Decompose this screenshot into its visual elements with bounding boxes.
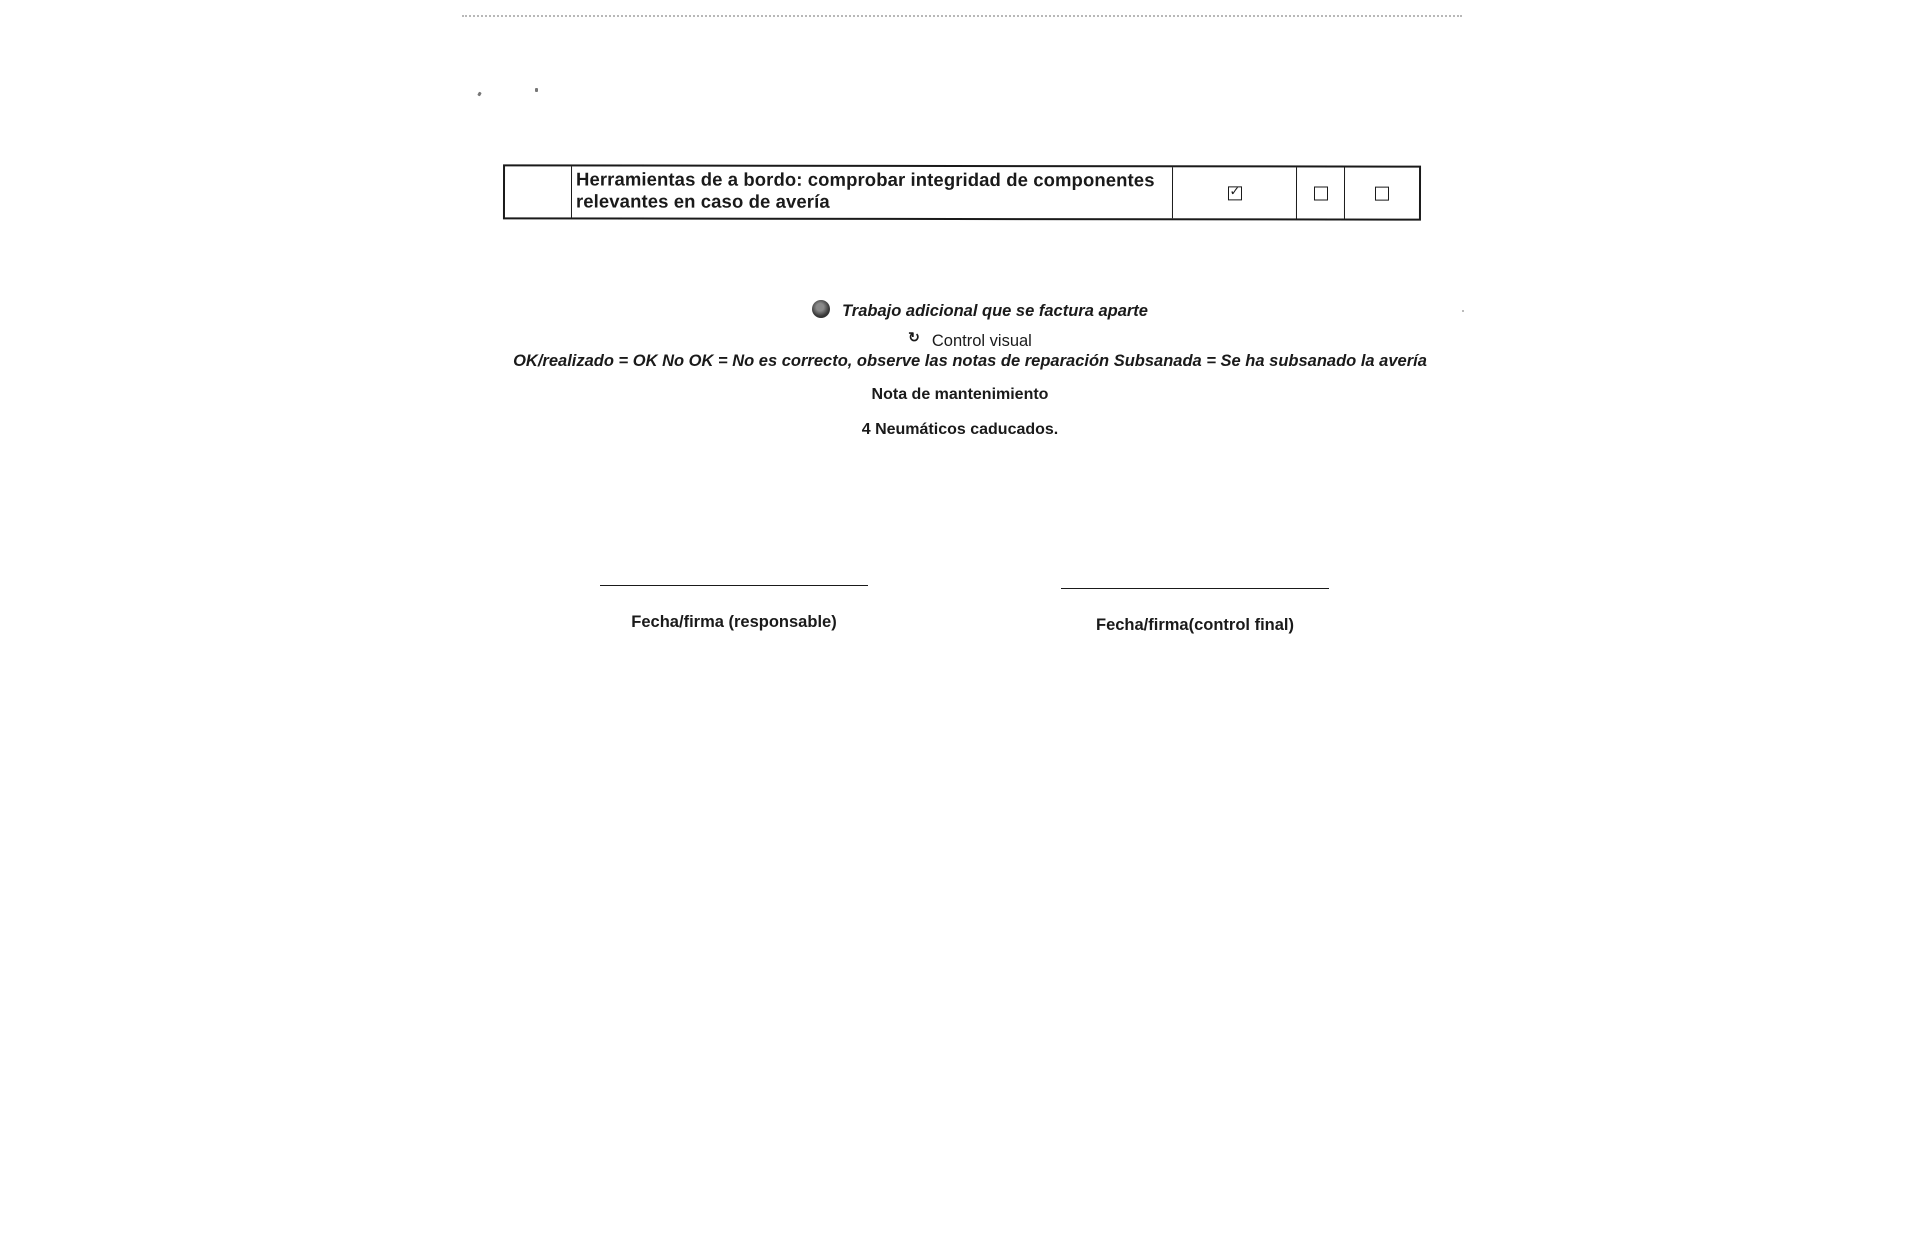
legend-extra-work-text: Trabajo adicional que se factura aparte — [842, 302, 1148, 320]
item-number-cell — [505, 166, 572, 217]
subsanada-column-cell — [1345, 168, 1419, 219]
ok-checkbox[interactable] — [1227, 182, 1241, 200]
item-description-cell — [572, 166, 1173, 218]
ok-column-cell — [1173, 167, 1297, 218]
top-scan-rule — [462, 15, 1462, 17]
legend-status-key: OK/realizado = OK No OK = No es correcto, observe las notas de reparación Subsanada = Se ha subsanado la avería — [513, 352, 1427, 370]
no-ok-checkbox[interactable] — [1313, 186, 1327, 200]
subsanada-checkbox[interactable] — [1375, 186, 1389, 200]
checked-box-icon: ✓ — [1229, 182, 1241, 198]
scan-speck — [477, 92, 482, 97]
legend-visual-check-text: Control visual — [931, 332, 1032, 350]
checklist-table — [503, 164, 1421, 220]
no-ok-column-cell — [1297, 167, 1345, 218]
item-description-line-2: relevantes en caso de avería — [575, 190, 830, 212]
scan-speck — [535, 88, 538, 92]
shaded-circle-icon — [812, 300, 830, 318]
item-description — [576, 168, 1155, 213]
maintenance-note: 4 Neumáticos caducados. — [861, 421, 1059, 438]
responsible-signature-line — [600, 585, 868, 586]
responsible-signature-label: Fecha/firma (responsable) — [631, 613, 837, 631]
eye-check-icon: ↻ — [908, 329, 920, 345]
final-control-signature-label: Fecha/firma(control final) — [1095, 616, 1295, 634]
final-control-signature-line — [1061, 588, 1329, 589]
legend-extra-work — [0, 300, 1920, 321]
legend-visual-check — [0, 329, 1920, 351]
maintenance-heading: Nota de mantenimiento — [871, 386, 1049, 403]
item-description-line-1: Herramientas de a bordo: comprobar integridad de componentes — [576, 168, 1155, 191]
